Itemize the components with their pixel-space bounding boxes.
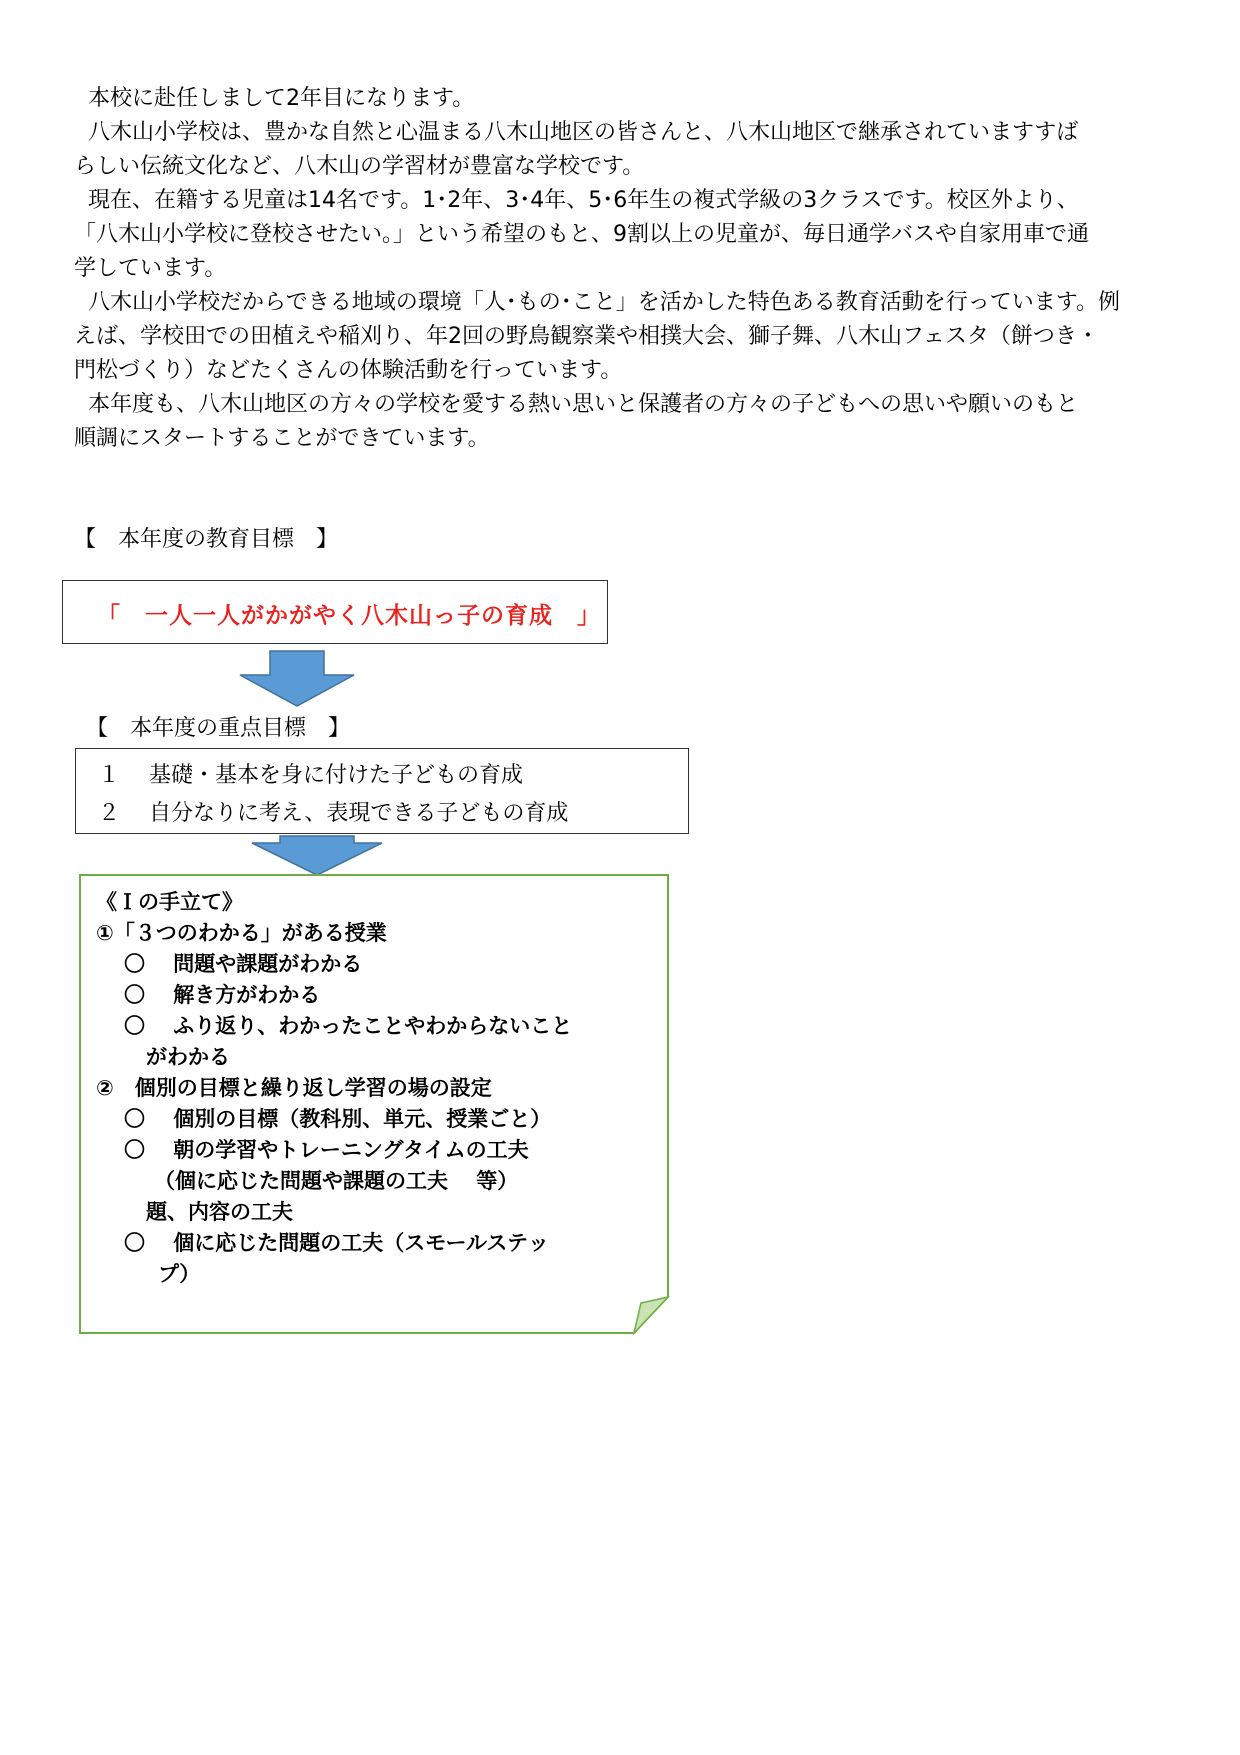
plan-item-cont: （個に応じた問題や課題の工夫 等） [154,1169,519,1193]
plan-item: 〇 朝の学習やトレーニングタイムの工夫 [124,1138,529,1162]
plan-section-1: ①「３つのわかる」がある授業 [96,921,387,945]
plan-title: 《Ｉの手立て》 [96,890,243,914]
intro-paragraph-4: 八木山小学校だからできる地域の環境「人･もの･こと」を活かした特色ある教育活動を行っています。例 [88,290,1121,315]
education-goal-heading: 【 本年度の教育目標 】 [74,527,339,552]
plan-item-cont: 題、内容の工夫 [146,1200,293,1224]
education-goal-box [62,580,608,644]
focus-goal-item-1: １ 基礎・基本を身に付けた子どもの育成 [98,763,523,788]
plan-section-2: ② 個別の目標と繰り返し学習の場の設定 [96,1076,492,1100]
intro-paragraph-3-cont: 「八木山小学校に登校させたい。」という希望のもと、9割以上の児童が、毎日通学バスや自家用車で通 [74,222,1090,247]
focus-goal-item-2: ２ 自分なりに考え、表現できる子どもの育成 [98,801,569,826]
intro-paragraph-3: 現在、在籍する児童は14名です。1･2年、3･4年、5･6年生の複式学級の3クラスです。校区外より、 [88,188,1079,213]
intro-paragraph-1: 本校に赴任しまして2年目になります。 [88,86,475,111]
plan-item: 〇 個に応じた問題の工夫（スモールステッ [124,1231,549,1255]
focus-goal-heading: 【 本年度の重点目標 】 [86,716,351,741]
plan-item-cont: プ） [158,1262,201,1286]
plan-item-cont: がわかる [146,1045,230,1069]
intro-paragraph-2-cont: らしい伝統文化など、八木山の学習材が豊富な学校です。 [74,154,645,179]
plan-item: 〇 解き方がわかる [124,983,321,1007]
down-arrow-icon [250,835,384,877]
intro-paragraph-2: 八木山小学校は、豊かな自然と心温まる八木山地区の皆さんと、八木山地区で継承されていますすば [88,120,1079,145]
plan-item: 〇 個別の目標（教科別、単元、授業ごと） [124,1107,552,1131]
intro-paragraph-4-cont2: 門松づくり）などたくさんの体験活動を行っています。 [74,358,623,383]
focus-goal-box [75,748,689,834]
intro-text [74,82,1174,456]
intro-paragraph-3-cont2: 学しています。 [74,256,227,281]
down-arrow-icon [238,650,356,708]
plan-box [78,873,668,1333]
education-goal-text: 「 一人一人がかがやく八木山っ子の育成 」 [97,603,601,629]
intro-paragraph-4-cont: えば、学校田での田植えや稲刈り、年2回の野鳥観察業や相撲大会、獅子舞、八木山フェスタ（餅つき・ [74,324,1099,349]
plan-item: 〇 問題や課題がわかる [124,952,363,976]
plan-item: 〇 ふり返り、わかったことやわからないこと [124,1014,573,1038]
intro-paragraph-5-cont: 順調にスタートすることができています。 [74,426,490,451]
intro-paragraph-5: 本年度も、八木山地区の方々の学校を愛する熱い思いと保護者の方々の子どもへの思いや願いのもと [88,392,1079,417]
